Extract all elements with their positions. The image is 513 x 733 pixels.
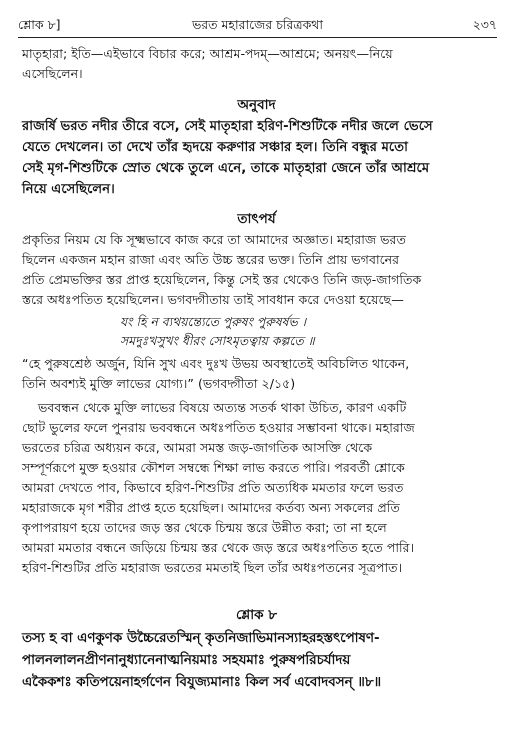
purport-line: আমরা দেখতে পাব, কিভাবে হরিণ-শিশুটির প্রতি অত্যধিক মমতার ফলে ভরত	[22, 480, 404, 495]
header-page-number: ২৩৭	[472, 17, 497, 32]
purport-paragraph-1	[22, 230, 493, 310]
sanskrit-line: পালনলালনপ্রীণনানুধ্যানেনাত্মনিয়মাঃ সহযমাঃ পুরুষপরিচর্যাদয়	[22, 653, 351, 668]
verse-8-sanskrit	[22, 628, 495, 694]
verse-line: সমদুঃখসুখং ধীরং সোঽমৃতত্বায় কল্পতে ॥	[120, 333, 315, 348]
header-verse-ref: শ্লোক ৮]	[18, 17, 61, 32]
purport-heading: তাৎপর্য	[237, 211, 276, 227]
purport-line: প্রতি প্রেমভক্তির স্তর প্রাপ্ত হয়েছিলেন, কিন্তু সেই স্তর থেকেও তিনি জড়-জাগতিক	[22, 272, 422, 287]
purport-line: মহারাজকে মৃগ শরীর প্রাপ্ত হতে হয়েছিল। আমাদের কর্তব্য অন্য সকলের প্রতি	[22, 500, 400, 515]
word-meaning-block	[22, 44, 493, 84]
translation-line: রাজর্ষি ভরত নদীর তীরে বসে, সেই মাতৃহারা হরিণ-শিশুটিকে নদীর জলে ভেসে	[22, 119, 433, 134]
header-divider	[18, 37, 497, 38]
quote-line: তিনি অবশ্যই মুক্তি লাভের যোগ্য।” (ভগবদ্গীতা ২/১৫)	[22, 376, 296, 391]
verse-8-heading: শ্লোক ৮	[235, 607, 278, 623]
translation-line: নিয়ে এসেছিলেন।	[22, 182, 115, 197]
translation-heading: অনুবাদ	[237, 97, 276, 113]
purport-line: ছোট ভুলের ফলে পুনরায় ভববন্ধনে অধঃপতিত হওয়ার সম্ভাবনা থাকে। মহারাজ	[22, 420, 415, 435]
purport-line: ছিলেন একজন মহান রাজা এবং অতি উচ্চ স্তরের ভক্ত। তিনি প্রায় ভগবানের	[22, 252, 400, 267]
purport-line: হরিণ-শিশুটির প্রতি মহারাজ ভরতের মমতাই ছিল তাঁর অধঃপতনের সূত্রপাত।	[22, 560, 403, 575]
word-meaning-line: এসেছিলেন।	[22, 66, 83, 81]
quote-line: “হে পুরুষশ্রেষ্ঠ অর্জুন, যিনি সুখ এবং দুঃখ উভয় অবস্থাতেই অবিচলিত থাকেন,	[22, 356, 410, 371]
word-meaning-line: মাতৃহারা; ইতি—এইভাবে বিচার করে; আশ্রম-পদম্—আশ্রমে; অনয়ৎ—নিয়ে	[22, 46, 393, 61]
gita-quote-translation	[22, 354, 493, 394]
header-chapter-title: ভরত মহারাজের চরিত্রকথা	[191, 17, 324, 32]
purport-paragraph-2	[22, 398, 493, 578]
purport-line: প্রকৃতির নিয়ম যে কি সূক্ষ্মভাবে কাজ করে তা আমাদের অজ্ঞাত। মহারাজ ভরত	[22, 232, 406, 247]
purport-line: সম্পূর্ণরূপে মুক্ত হওয়ার কৌশল সম্বন্ধে শিক্ষা লাভ করতে পারি। পরবর্তী শ্লোকে	[22, 460, 405, 475]
purport-line: আমরা মমতার বন্ধনে জড়িয়ে চিন্ময় স্তর থেকে জড় স্তরে অধঃপতিত হতে পারি।	[22, 540, 415, 555]
translation-line: সেই মৃগ-শিশুটিকে স্রোত থেকে তুলে এনে, তাকে মাতৃহারা জেনে তাঁর আশ্রমে	[22, 161, 430, 176]
page-header	[18, 14, 497, 36]
translation-line: যেতে দেখলেন। তা দেখে তাঁর হৃদয়ে করুণার সঞ্চার হল। তিনি বন্ধুর মতো	[22, 140, 408, 155]
sanskrit-line: একৈকশঃ কতিপয়েনাহর্গণেন বিযুজ্যমানাঃ কিল সর্ব এবোদবসন্ ॥৮॥	[22, 675, 382, 690]
purport-line: ভববন্ধন থেকে মুক্তি লাভের বিষয়ে অত্যন্ত সতর্ক থাকা উচিত, কারণ একটি	[38, 400, 407, 415]
purport-line: স্তরে অধঃপতিত হয়েছিলেন। ভগবদ্গীতায় তাই সাবধান করে দেওয়া হয়েছে—	[22, 292, 404, 307]
purport-line: কৃপাপরায়ণ হয়ে তাদের জড় স্তর থেকে চিন্ময় স্তরে উন্নীত করা; তা না হলে	[22, 520, 387, 535]
sanskrit-line: তস্য হ বা এণকুণক উচ্চৈরেতস্মিন্ কৃতনিজাভিমানস্যাহরহস্তৎপোষণ-	[22, 631, 380, 646]
verse-line: যং হি ন ব্যথয়ন্ত্যেতে পুরুষং পুরুষর্ষভ ।	[120, 314, 307, 329]
translation-block	[22, 116, 493, 200]
purport-line: ভরতের চরিত্র অধ্যয়ন করে, আমরা সমস্ত জড়-জাগতিক আসক্তি থেকে	[22, 440, 373, 455]
gita-verse	[120, 312, 493, 350]
